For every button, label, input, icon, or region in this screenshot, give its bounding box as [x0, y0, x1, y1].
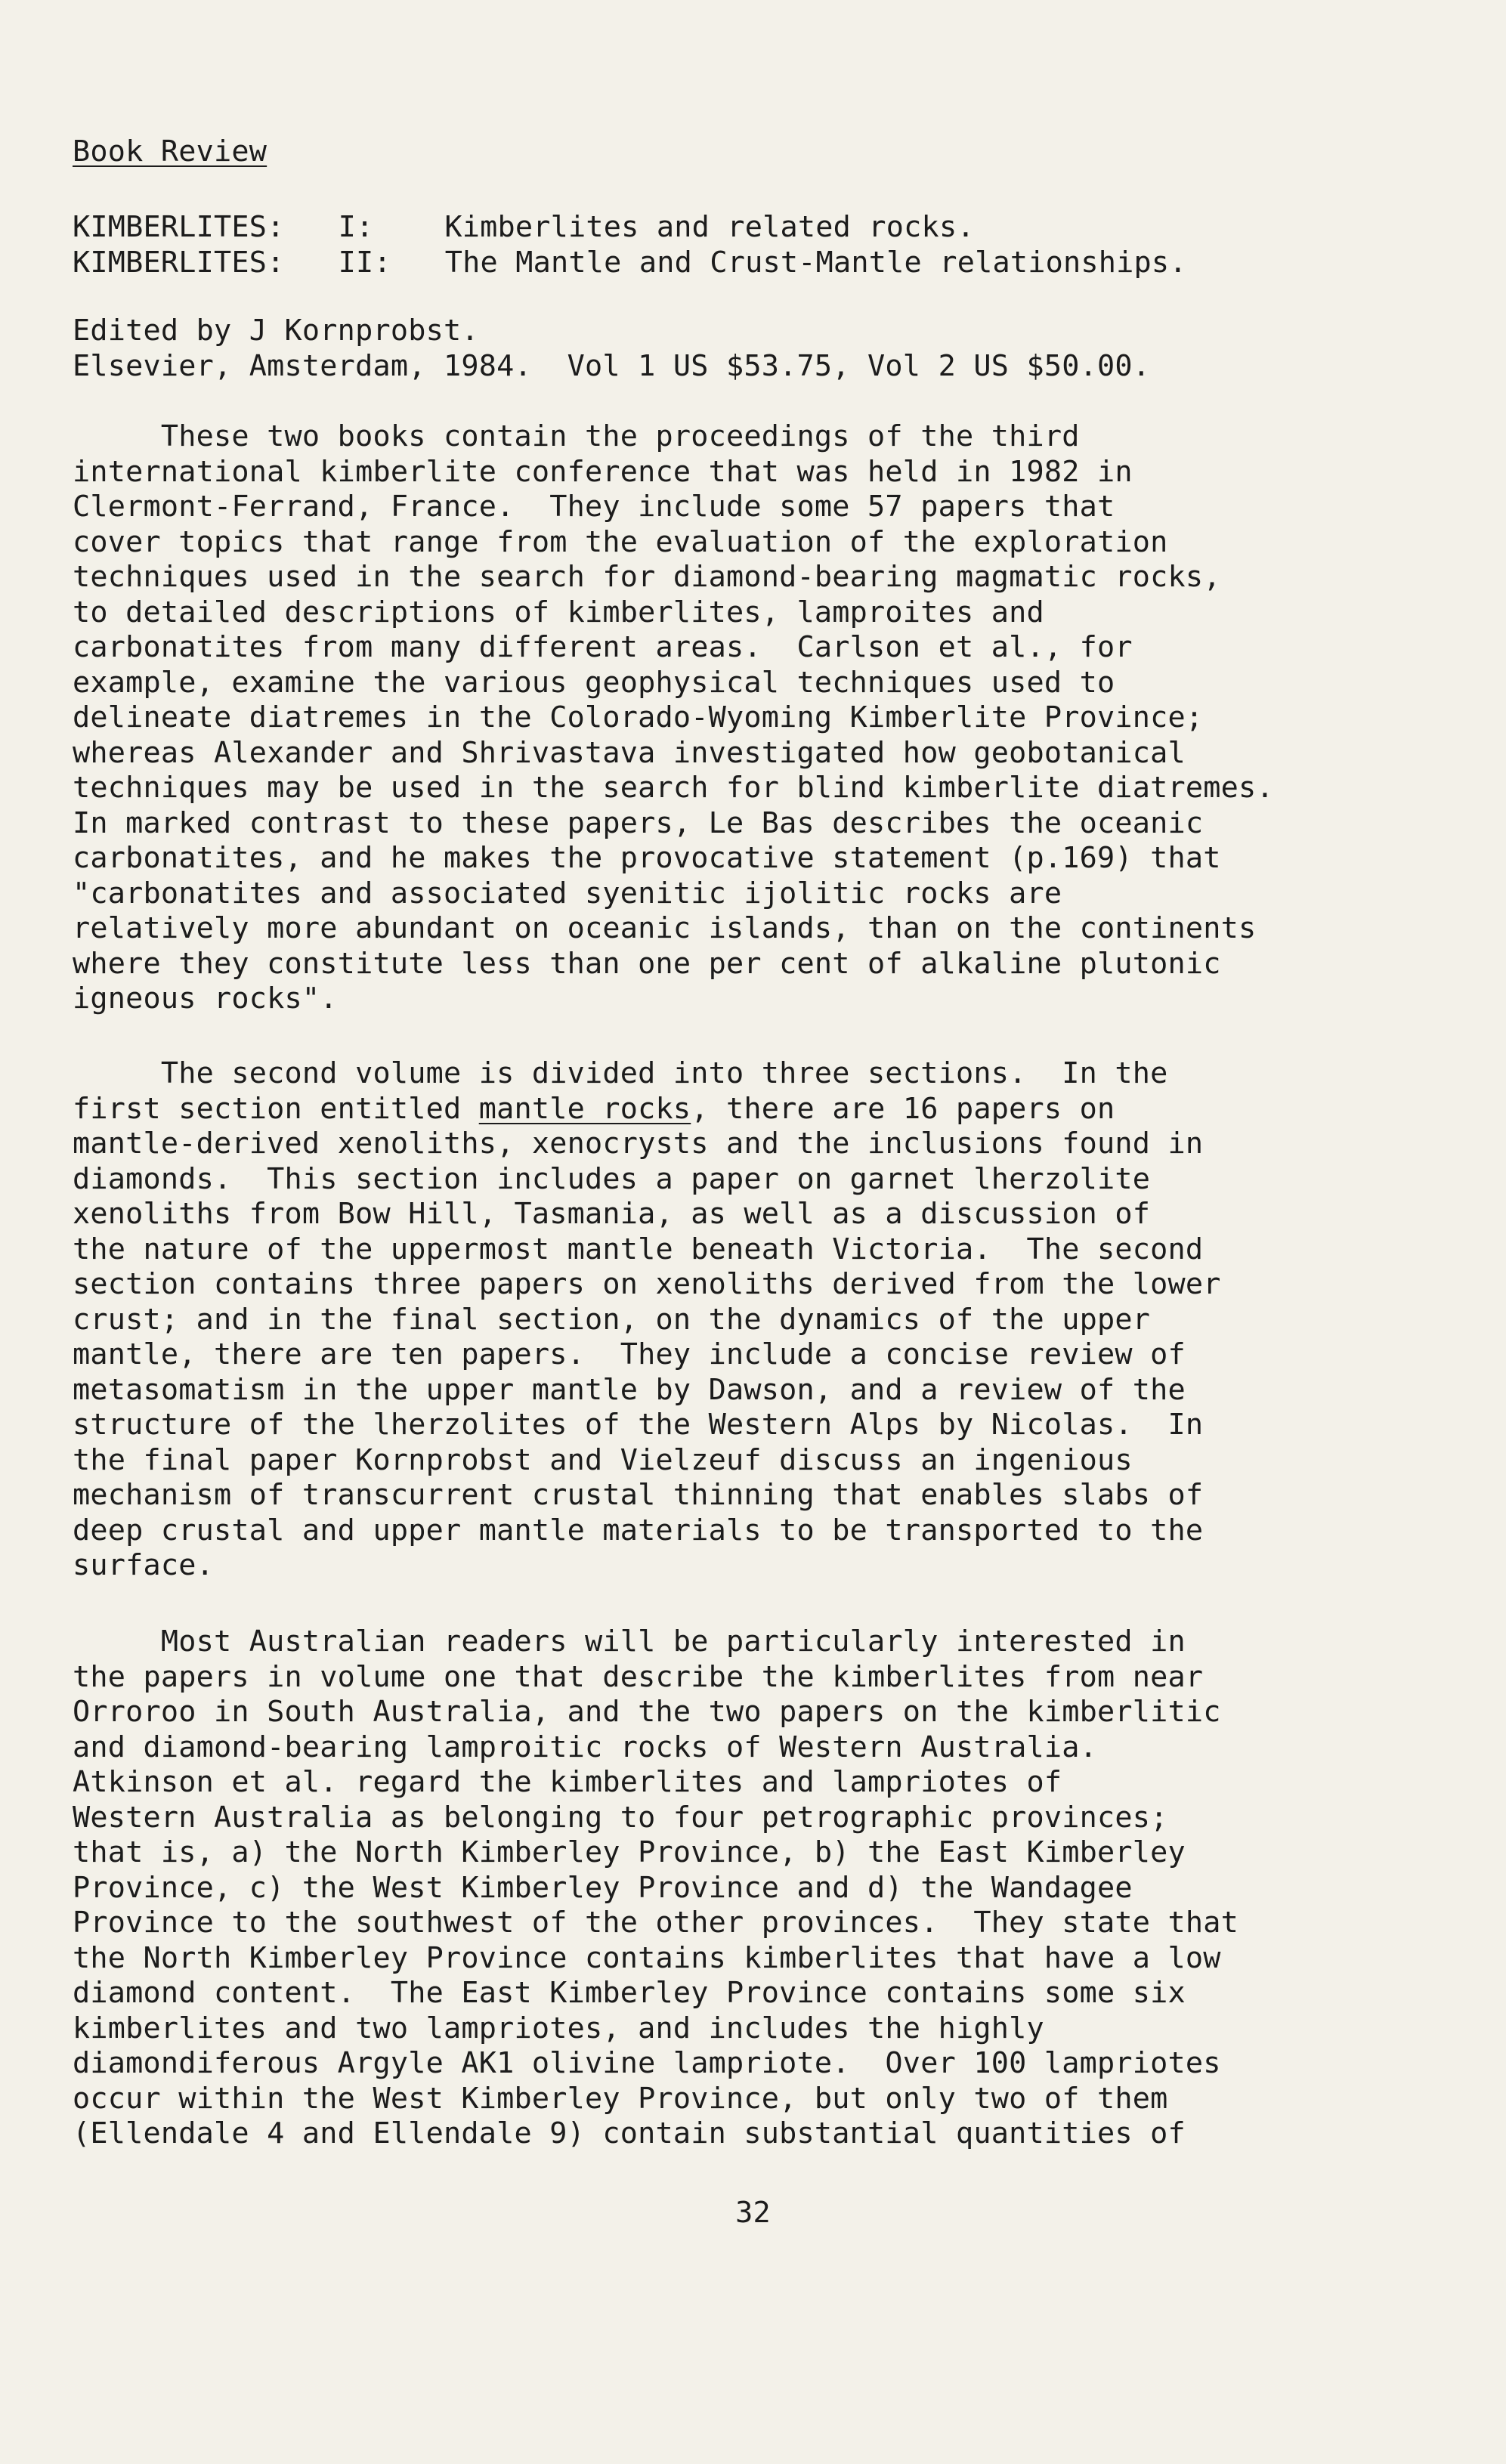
- text-line: whereas Alexander and Shrivastava investigated how geobotanical: [73, 735, 1186, 770]
- text-line: Orroroo in South Australia, and the two papers on the kimberlitic: [73, 1695, 1221, 1729]
- text-line: carbonatites, and he makes the provocative statement (p.169) that: [73, 841, 1221, 875]
- text-line: the North Kimberley Province contains kimberlites that have a low: [73, 1940, 1221, 1975]
- text-line: diamonds. This section includes a paper on garnet lherzolite: [73, 1161, 1151, 1196]
- text-line: delineate diatremes in the Colorado-Wyoming Kimberlite Province;: [73, 700, 1204, 734]
- book-titles: [73, 210, 1187, 281]
- title-volume: I:: [338, 210, 374, 244]
- text-line: crust; and in the final section, on the dynamics of the upper: [73, 1302, 1151, 1337]
- text-line: These two books contain the proceedings of the third: [73, 419, 1080, 453]
- paragraph-3: [73, 1625, 1239, 2152]
- text-line: Most Australian readers will be particularly interested in: [73, 1625, 1186, 1659]
- title-row: [73, 246, 1187, 281]
- editor-line: Edited by J Kornprobst.: [73, 314, 479, 348]
- text-fragment: first section entitled: [73, 1091, 479, 1126]
- text-fragment: , there are 16 papers on: [691, 1091, 1115, 1126]
- text-line: xenoliths from Bow Hill, Tasmania, as well as a discussion of: [73, 1197, 1151, 1231]
- paragraph-2: [73, 1056, 1221, 1584]
- title-text: Kimberlites and related rocks.: [444, 210, 975, 244]
- text-line: mantle-derived xenoliths, xenocrysts and the inclusions found in: [73, 1127, 1204, 1161]
- text-line: the nature of the uppermost mantle beneath Victoria. The second: [73, 1232, 1204, 1266]
- text-line: Western Australia as belonging to four petrographic provinces;: [73, 1800, 1168, 1835]
- text-line: (Ellendale 4 and Ellendale 9) contain substantial quantities of: [73, 2116, 1186, 2150]
- text-line: cover topics that range from the evaluation of the exploration: [73, 524, 1168, 559]
- text-line: "carbonatites and associated syenitic ijolitic rocks are: [73, 876, 1062, 910]
- page-number: 32: [735, 2196, 771, 2230]
- text-line: and diamond-bearing lamproitic rocks of Western Australia.: [73, 1730, 1097, 1764]
- title-label: KIMBERLITES:: [73, 210, 285, 244]
- text-line: the final paper Kornprobst and Vielzeuf discuss an ingenious: [73, 1442, 1133, 1477]
- text-line: The second volume is divided into three sections. In the: [73, 1056, 1168, 1090]
- text-line: Atkinson et al. regard the kimberlites and lampriotes of: [73, 1765, 1062, 1799]
- text-line: the papers in volume one that describe the kimberlites from near: [73, 1659, 1204, 1694]
- text-line: carbonatites from many different areas. Carlson et al., for: [73, 630, 1133, 664]
- paragraph-1: [73, 419, 1274, 1017]
- publisher-line: Elsevier, Amsterdam, 1984. Vol 1 US $53.75, Vol 2 US $50.00.: [73, 348, 1151, 383]
- text-line: Clermont-Ferrand, France. They include some 57 papers that: [73, 490, 1115, 524]
- heading-text: Book Review: [73, 134, 267, 168]
- text-line: that is, a) the North Kimberley Province, b) the East Kimberley: [73, 1835, 1186, 1869]
- text-line: Province, c) the West Kimberley Province and d) the Wandagee: [73, 1870, 1133, 1905]
- section-heading: [73, 134, 267, 170]
- text-line: kimberlites and two lampriotes, and includes the highly: [73, 2011, 1044, 2045]
- text-line: Province to the southwest of the other provinces. They state that: [73, 1906, 1239, 1940]
- text-line: relatively more abundant on oceanic islands, than on the continents: [73, 911, 1257, 945]
- publication-info: [73, 314, 1150, 384]
- text-line: mantle, there are ten papers. They include a concise review of: [73, 1337, 1186, 1371]
- text-line: igneous rocks".: [73, 982, 338, 1016]
- text-line: structure of the lherzolites of the Western Alps by Nicolas. In: [73, 1408, 1204, 1442]
- text-line: deep crustal and upper mantle materials to be transported to the: [73, 1513, 1204, 1547]
- text-line: In marked contrast to these papers, Le Bas describes the oceanic: [73, 805, 1204, 840]
- text-line: where they constitute less than one per cent of alkaline plutonic: [73, 946, 1221, 981]
- text-line: section contains three papers on xenoliths derived from the lower: [73, 1267, 1221, 1301]
- text-line: to detailed descriptions of kimberlites, lamproites and: [73, 595, 1044, 629]
- text-line: international kimberlite conference that was held in 1982 in: [73, 454, 1133, 489]
- title-row: [73, 210, 1187, 246]
- text-line: example, examine the various geophysical techniques used to: [73, 665, 1115, 700]
- text-line: metasomatism in the upper mantle by Dawson, and a review of the: [73, 1372, 1186, 1407]
- underlined-term: mantle rocks: [478, 1091, 691, 1126]
- title-volume: II:: [338, 246, 391, 280]
- text-line: diamond content. The East Kimberley Province contains some six: [73, 1976, 1186, 2010]
- title-label: KIMBERLITES:: [73, 246, 285, 280]
- text-line: [73, 1092, 1221, 1127]
- text-line: techniques may be used in the search for blind kimberlite diatremes.: [73, 771, 1274, 805]
- text-line: techniques used in the search for diamond-bearing magmatic rocks,: [73, 560, 1221, 594]
- text-line: mechanism of transcurrent crustal thinning that enables slabs of: [73, 1478, 1204, 1512]
- text-line: occur within the West Kimberley Province, but only two of them: [73, 2081, 1168, 2116]
- text-line: surface.: [73, 1548, 215, 1582]
- title-text: The Mantle and Crust-Mantle relationships.: [444, 246, 1187, 280]
- text-line: diamondiferous Argyle AK1 olivine lampriote. Over 100 lampriotes: [73, 2046, 1221, 2080]
